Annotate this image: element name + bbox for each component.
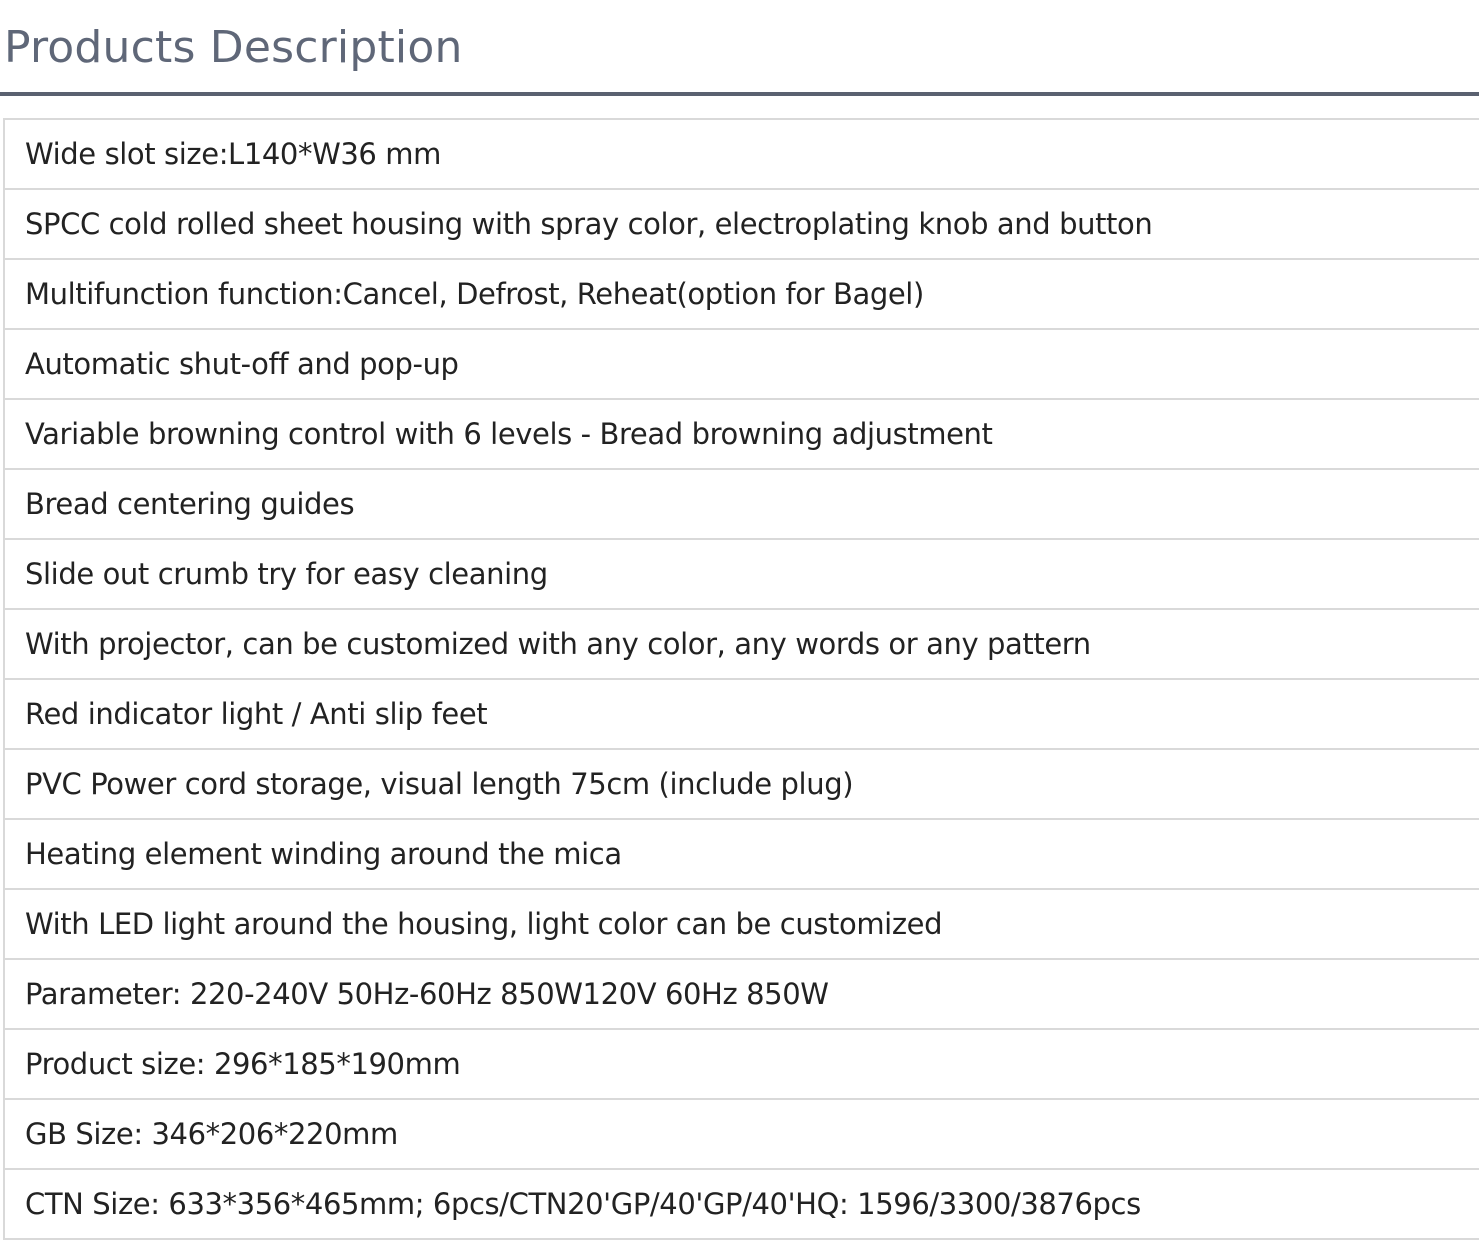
table-row	[5, 1100, 1479, 1170]
spec-text: Product size: 296*185*190mm	[25, 1047, 461, 1081]
page-title: Products Description	[4, 22, 463, 73]
spec-table	[3, 118, 1479, 1240]
table-row	[5, 960, 1479, 1030]
spec-text: With LED light around the housing, light color can be customized	[25, 907, 943, 941]
table-row	[5, 190, 1479, 260]
spec-text: SPCC cold rolled sheet housing with spray color, electroplating knob and button	[25, 207, 1153, 241]
spec-text: Wide slot size:L140*W36 mm	[25, 137, 441, 171]
table-row	[5, 330, 1479, 400]
table-row	[5, 610, 1479, 680]
table-row	[5, 750, 1479, 820]
spec-text: CTN Size: 633*356*465mm; 6pcs/CTN20'GP/40'GP/40'HQ: 1596/3300/3876pcs	[25, 1187, 1141, 1221]
table-row	[5, 120, 1479, 190]
table-row	[5, 260, 1479, 330]
table-row	[5, 820, 1479, 890]
section-header	[0, 0, 1479, 96]
spec-text: Red indicator light / Anti slip feet	[25, 697, 488, 731]
spec-text: Parameter: 220-240V 50Hz-60Hz 850W120V 60Hz 850W	[25, 977, 829, 1011]
table-row	[5, 1170, 1479, 1240]
table-row	[5, 400, 1479, 470]
spec-text: With projector, can be customized with any color, any words or any pattern	[25, 627, 1091, 661]
spec-text: Multifunction function:Cancel, Defrost, Reheat(option for Bagel)	[25, 277, 924, 311]
spec-text: Slide out crumb try for easy cleaning	[25, 557, 548, 591]
spec-text: PVC Power cord storage, visual length 75cm (include plug)	[25, 767, 854, 801]
spec-text: Heating element winding around the mica	[25, 837, 622, 871]
table-row	[5, 680, 1479, 750]
spec-text: Bread centering guides	[25, 487, 355, 521]
table-row	[5, 540, 1479, 610]
spec-text: Automatic shut-off and pop-up	[25, 347, 459, 381]
table-row	[5, 470, 1479, 540]
spec-text: Variable browning control with 6 levels - Bread browning adjustment	[25, 417, 993, 451]
table-row	[5, 890, 1479, 960]
spec-text: GB Size: 346*206*220mm	[25, 1117, 398, 1151]
table-row	[5, 1030, 1479, 1100]
